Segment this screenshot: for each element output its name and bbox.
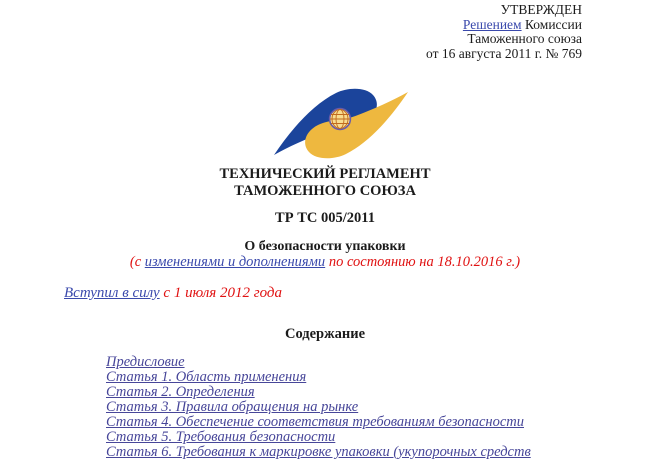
- table-of-contents: [106, 355, 630, 459]
- amendments-link[interactable]: изменениями и дополнениями: [144, 254, 326, 270]
- customs-union-emblem-icon: [272, 85, 408, 161]
- decision-link[interactable]: Решением: [462, 16, 522, 32]
- document-title: [0, 166, 650, 200]
- revision-prefix: (с: [129, 254, 145, 270]
- emblem-globe: [330, 109, 351, 130]
- toc-item-article-6[interactable]: Статья 6. Требования к маркировке упаковки (укупорочных средств: [106, 444, 531, 459]
- document-number: ТР ТС 005/2011: [275, 210, 375, 226]
- toc-item-article-5[interactable]: Статья 5. Требования безопасности: [106, 429, 336, 445]
- emblem-svg: [272, 85, 408, 161]
- effective-date-text: с 1 июля 2012 года: [159, 285, 283, 301]
- approval-block: [426, 3, 582, 61]
- toc-item-preface[interactable]: Предисловие: [106, 354, 185, 370]
- toc-item-article-4[interactable]: Статья 4. Обеспечение соответствия требованиям безопасности: [106, 414, 524, 430]
- approval-line-2: [426, 18, 582, 33]
- toc-item-article-1[interactable]: Статья 1. Область применения: [106, 369, 307, 385]
- toc-item-article-2[interactable]: Статья 2. Определения: [106, 384, 255, 400]
- toc-item-article-3[interactable]: Статья 3. Правила обращения на рынке: [106, 399, 359, 415]
- approval-line-4: от 16 августа 2011 г. № 769: [426, 45, 582, 61]
- effective-date-line: [64, 285, 282, 301]
- revision-suffix: по состоянию на 18.10.2016 г.): [325, 254, 521, 270]
- approval-line-3: Таможенного союза: [467, 31, 582, 47]
- revision-note: [0, 254, 650, 270]
- effective-date-link[interactable]: Вступил в силу: [64, 285, 160, 301]
- document-title-line-1: ТЕХНИЧЕСКИЙ РЕГЛАМЕНТ: [219, 166, 431, 182]
- approval-line-2-rest: Комиссии: [521, 16, 582, 32]
- contents-heading: Содержание: [284, 326, 366, 342]
- document-title-line-2: ТАМОЖЕННОГО СОЮЗА: [234, 183, 416, 199]
- approval-line-1: УТВЕРЖДЕН: [500, 2, 582, 17]
- document-subject: О безопасности упаковки: [244, 239, 406, 254]
